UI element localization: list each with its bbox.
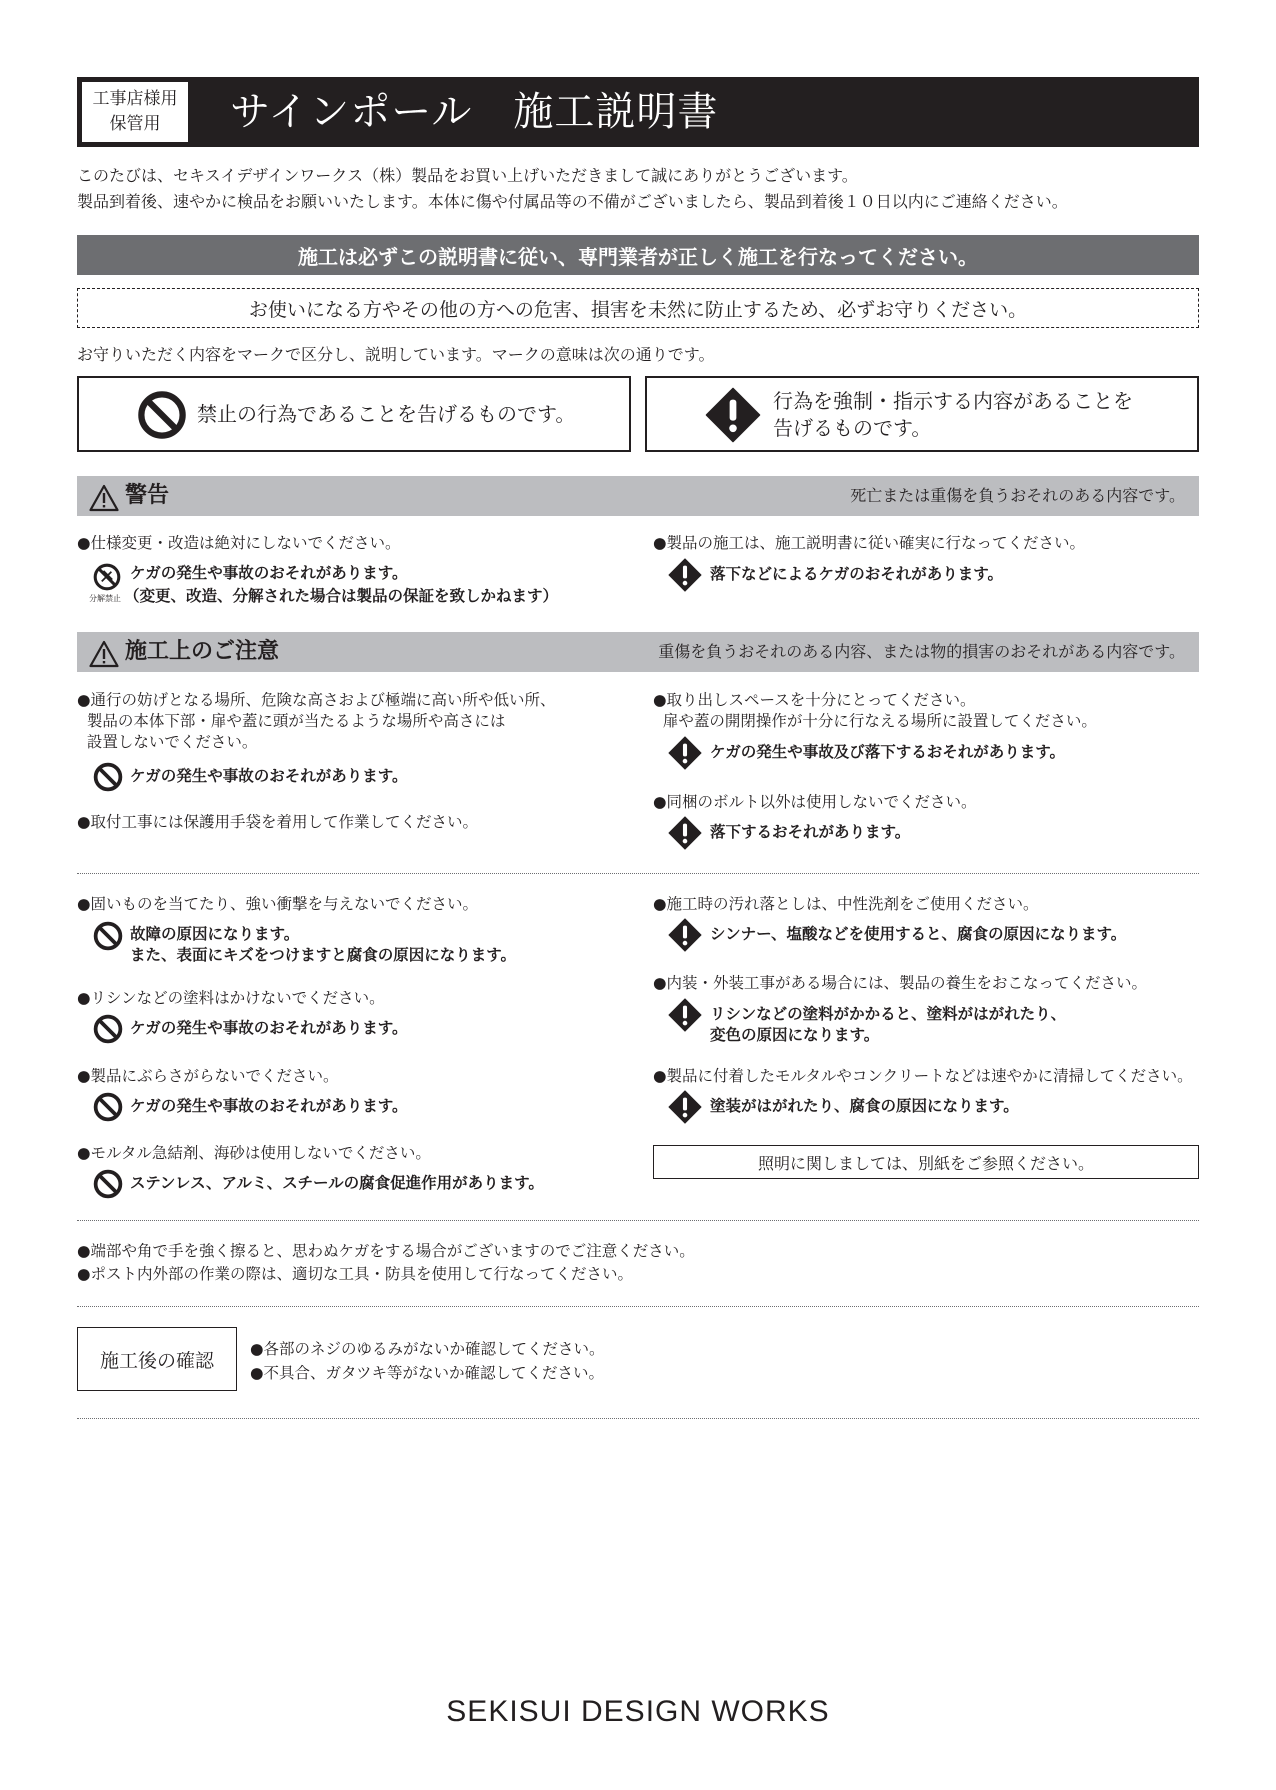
warning-icon — [89, 640, 119, 668]
caution-sub-paint: ケガの発生や事故のおそれがあります。 — [130, 1019, 408, 1037]
mandatory-icon — [668, 736, 702, 770]
prohibit-icon — [93, 921, 123, 951]
caution-item-bolts: ●同梱のボルト以外は使用しないでください。 — [653, 793, 977, 811]
caution-item-placement: ●通行の妨げとなる場所、危険な高さおよび極端に高い所や低い所、 製品の本体下部・扉や蓋に頭が当たるような場所や高さには 設置しないでください。 — [77, 691, 556, 751]
prohibit-icon — [93, 762, 123, 792]
divider — [77, 1220, 1199, 1221]
caution-sub-bolts: 落下するおそれがあります。 — [710, 823, 911, 841]
warning-description: 死亡または重傷を負うおそれのある内容です。 — [850, 486, 1185, 505]
caution-sub-concrete: 塗装がはがれたり、腐食の原因になります。 — [710, 1097, 1019, 1115]
after-install-label: 施工後の確認 — [77, 1327, 237, 1391]
mandatory-icon — [668, 998, 702, 1032]
after-check-screws: ●各部のネジのゆるみがないか確認してください。 — [250, 1340, 605, 1358]
caution-sub-hanging: ケガの発生や事故のおそれがあります。 — [130, 1097, 408, 1115]
warning-section-header — [77, 476, 1199, 516]
warning-left-sub2: （変更、改造、分解された場合は製品の保証を致しかねます） — [124, 587, 559, 605]
header-tag-line2: 保管用 — [109, 114, 161, 134]
page-title: サインポール 施工説明書 — [230, 89, 719, 135]
caution-item-cleaning: ●施工時の汚れ落としは、中性洗剤をご使用ください。 — [653, 895, 1039, 913]
disassembly-label: 分解禁止 — [89, 594, 121, 603]
caution-sub-cleaning: シンナー、塩酸などを使用すると、腐食の原因になります。 — [710, 925, 1127, 943]
caution-sub-curing: リシンなどの塗料がかかると、塗料がはがれたり、 変色の原因になります。 — [710, 1005, 1067, 1044]
intro-line1: このたびは、セキスイデザインワークス（株）製品をお買い上げいただきまして誠にありがとうございます。 — [77, 166, 858, 185]
legend-prohibit-text: 禁止の行為であることを告げるものです。 — [197, 402, 576, 426]
prohibit-icon — [93, 1014, 123, 1044]
divider — [77, 1306, 1199, 1307]
caution-item-gloves: ●取付工事には保護用手袋を着用して作業してください。 — [77, 813, 479, 831]
legend-mandatory-line1: 行為を強制・指示する内容があることを — [773, 389, 1133, 413]
caution-section-header — [77, 632, 1199, 672]
caution-item-mortar: ●モルタル急結剤、海砂は使用しないでください。 — [77, 1144, 431, 1162]
divider — [77, 873, 1199, 874]
legend-mandatory-line2: 告げるものです。 — [773, 416, 932, 440]
caution-sub-placement: ケガの発生や事故のおそれがあります。 — [130, 767, 408, 785]
disassembly-prohibit-icon — [93, 563, 121, 591]
caution-item-paint: ●リシンなどの塗料はかけないでください。 — [77, 989, 385, 1007]
warning-left-sub1: ケガの発生や事故のおそれがあります。 — [130, 564, 408, 582]
caution-sub-space: ケガの発生や事故及び落下するおそれがあります。 — [710, 743, 1065, 761]
header-tag-line1: 工事店様用 — [92, 89, 178, 109]
legend-mandatory-box — [645, 376, 1199, 452]
caution-item-space: ●取り出しスペースを十分にとってください。 扉や蓋の開閉操作が十分に行なえる場所に設置してください。 — [653, 691, 1097, 730]
caution-description: 重傷を負うおそれのある内容、または物的損害のおそれがある内容です。 — [658, 642, 1185, 661]
note-edges: ●端部や角で手を強く擦ると、思わぬケガをする場合がございますのでご注意ください。 — [77, 1242, 695, 1260]
mandatory-icon — [668, 816, 702, 850]
header-tag — [82, 82, 188, 142]
mandatory-icon — [705, 387, 761, 443]
warning-icon — [89, 484, 119, 512]
mandatory-icon — [668, 1090, 702, 1124]
legend-prohibit-box — [77, 376, 631, 452]
prohibit-icon — [93, 1169, 123, 1199]
mandatory-icon — [668, 558, 702, 592]
caution-sub-mortar: ステンレス、アルミ、スチールの腐食促進作用があります。 — [130, 1174, 544, 1192]
caution-title: 施工上のご注意 — [125, 639, 280, 664]
lighting-note-box: 照明に関しましては、別紙をご参照ください。 — [653, 1145, 1199, 1179]
prohibit-icon — [93, 1092, 123, 1122]
warning-right-item: ●製品の施工は、施工説明書に従い確実に行なってください。 — [653, 534, 1086, 552]
after-check-defects: ●不具合、ガタツキ等がないか確認してください。 — [250, 1364, 605, 1382]
caution-item-curing: ●内装・外装工事がある場合には、製品の養生をおこなってください。 — [653, 974, 1148, 992]
marks-description: お守りいただく内容をマークで区分し、説明しています。マークの意味は次の通りです。 — [77, 345, 715, 364]
footer-logo: SEKISUI DESIGN WORKS — [446, 1695, 830, 1728]
divider — [77, 1418, 1199, 1419]
prohibit-icon — [137, 390, 187, 440]
warning-left-item: ●仕様変更・改造は絶対にしないでください。 — [77, 534, 401, 552]
banner-must-follow: 施工は必ずこの説明書に従い、専門業者が正しく施工を行なってください。 — [77, 235, 1199, 275]
caution-sub-impact: 故障の原因になります。 また、表面にキズをつけますと腐食の原因になります。 — [130, 925, 516, 964]
caution-item-concrete: ●製品に付着したモルタルやコンクリートなどは速やかに清掃してください。 — [653, 1067, 1193, 1085]
mandatory-icon — [668, 918, 702, 952]
warning-title: 警告 — [125, 483, 170, 508]
caution-item-impact: ●固いものを当てたり、強い衝撃を与えないでください。 — [77, 895, 479, 913]
caution-item-hanging: ●製品にぶらさがらないでください。 — [77, 1067, 339, 1085]
intro-line2: 製品到着後、速やかに検品をお願いいたします。本体に傷や付属品等の不備がございましたら、製品到着後１０日以内にご連絡ください。 — [77, 192, 1068, 211]
banner-protect: お使いになる方やその他の方への危害、損害を未然に防止するため、必ずお守りください。 — [77, 288, 1199, 328]
warning-right-sub: 落下などによるケガのおそれがあります。 — [710, 565, 1003, 583]
note-tools: ●ポスト内外部の作業の際は、適切な工具・防具を使用して行なってください。 — [77, 1265, 634, 1283]
